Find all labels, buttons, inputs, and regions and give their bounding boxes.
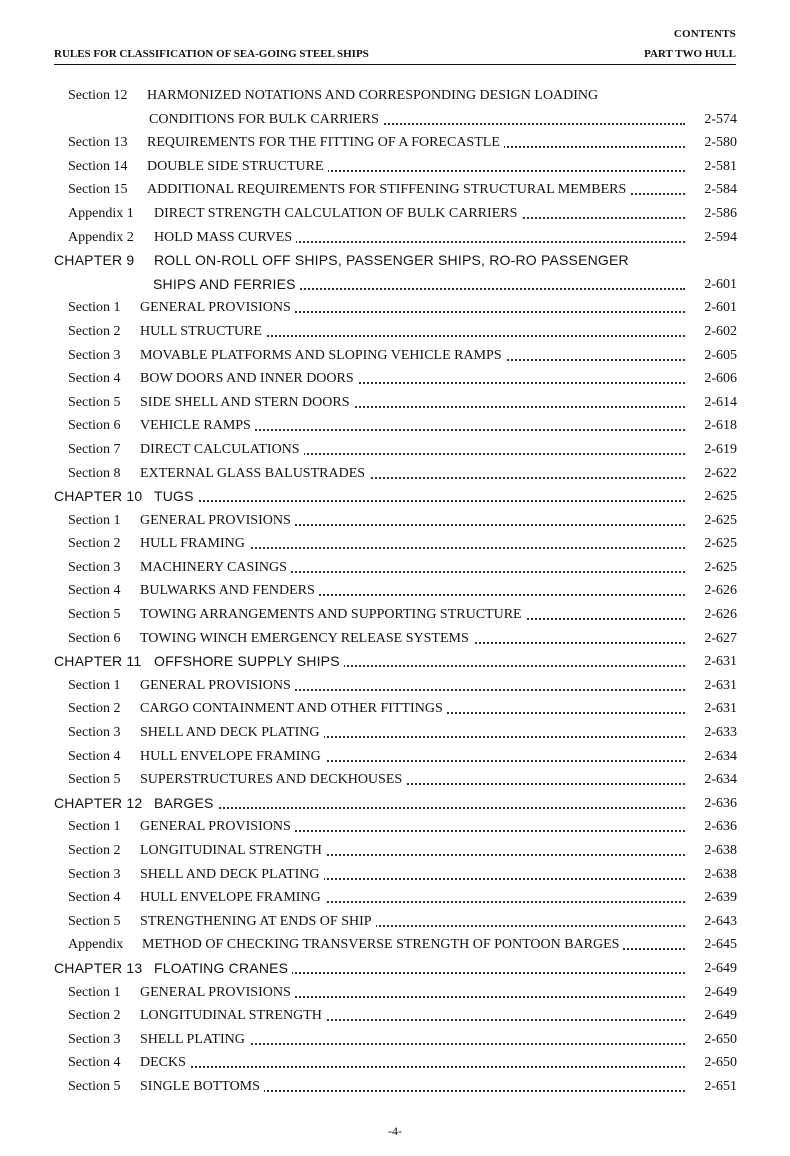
toc-chapter-row [54, 650, 737, 674]
section-label: Section 13 [68, 135, 128, 151]
section-title[interactable]: CARGO CONTAINMENT AND OTHER FITTINGS [140, 697, 447, 721]
page-reference: 2-625 [700, 485, 737, 509]
page-reference: 2-614 [700, 391, 737, 415]
section-title[interactable]: SHELL PLATING [140, 1028, 249, 1052]
page-reference: 2-650 [700, 1028, 737, 1052]
section-label: Appendix 2 [68, 229, 134, 245]
dot-leader [180, 1066, 685, 1068]
toc-chapter-row [54, 792, 737, 816]
dot-leader [194, 807, 685, 809]
header-rule [54, 64, 736, 65]
page-reference: 2-594 [700, 226, 737, 250]
section-title[interactable]: GENERAL PROVISIONS [140, 674, 295, 698]
page-reference: 2-634 [700, 768, 737, 792]
page-reference: 2-636 [700, 815, 737, 839]
page-reference: 2-651 [700, 1075, 737, 1099]
page-reference: 2-618 [700, 414, 737, 438]
toc-chapter-row [54, 249, 737, 273]
toc-entry-row [54, 768, 737, 792]
chapter-title[interactable]: TUGS [154, 485, 198, 509]
section-label: Section 14 [68, 158, 128, 174]
section-label: Section 1 [68, 300, 121, 316]
table-of-contents [54, 84, 737, 1099]
section-label: Section 6 [68, 630, 121, 646]
toc-entry-row [54, 178, 737, 202]
section-title[interactable]: VEHICLE RAMPS [140, 414, 255, 438]
page-reference: 2-619 [700, 438, 737, 462]
page-reference: 2-638 [700, 839, 737, 863]
chapter-label: CHAPTER 9 [54, 252, 135, 269]
toc-entry-row [54, 556, 737, 580]
page-reference: 2-580 [700, 131, 737, 155]
section-title[interactable]: GENERAL PROVISIONS [140, 296, 295, 320]
toc-entry-row [54, 1075, 737, 1099]
section-title[interactable]: TOWING ARRANGEMENTS AND SUPPORTING STRUCTURE [140, 603, 526, 627]
toc-entry-row [54, 108, 737, 132]
section-label: Section 3 [68, 725, 121, 741]
page-reference: 2-627 [700, 627, 737, 651]
toc-chapter-row [54, 957, 737, 981]
toc-entry-row [54, 462, 737, 486]
toc-entry-row [54, 1028, 737, 1052]
section-label: Section 1 [68, 819, 121, 835]
section-label: Section 12 [68, 88, 128, 103]
page-reference: 2-601 [700, 273, 737, 297]
section-label: Section 8 [68, 465, 121, 481]
page-reference: 2-625 [700, 556, 737, 580]
section-title[interactable]: SINGLE BOTTOMS [140, 1075, 264, 1099]
section-label: Section 3 [68, 347, 121, 363]
section-title[interactable]: SHELL AND DECK PLATING [140, 863, 324, 887]
page-reference: 2-574 [700, 108, 737, 132]
toc-entry-row [54, 131, 737, 155]
dot-leader [180, 1043, 685, 1045]
section-label: Section 4 [68, 1055, 121, 1071]
page-reference: 2-638 [700, 863, 737, 887]
page-reference: 2-605 [700, 344, 737, 368]
toc-entry-row [54, 273, 737, 297]
running-header-title: RULES FOR CLASSIFICATION OF SEA-GOING STEEL SHIPS [54, 48, 369, 60]
page-reference: 2-643 [700, 910, 737, 934]
page-reference: 2-584 [700, 178, 737, 202]
section-title[interactable]: SIDE SHELL AND STERN DOORS [140, 391, 354, 415]
chapter-title[interactable]: ROLL ON-ROLL OFF SHIPS, PASSENGER SHIPS, RO-RO PASSENGER [154, 249, 633, 273]
chapter-title[interactable]: OFFSHORE SUPPLY SHIPS [154, 650, 344, 674]
section-label: Appendix 1 [68, 205, 134, 221]
page-reference: 2-649 [700, 981, 737, 1005]
page-reference: 2-636 [700, 792, 737, 816]
toc-entry-row [54, 438, 737, 462]
section-title[interactable]: MACHINERY CASINGS [140, 556, 291, 580]
section-title[interactable]: HULL STRUCTURE [140, 320, 266, 344]
section-label: Section 6 [68, 418, 121, 434]
page-reference: 2-625 [700, 532, 737, 556]
page-reference: 2-626 [700, 603, 737, 627]
section-title[interactable]: HARMONIZED NOTATIONS AND CORRESPONDING DESIGN LOADING [147, 84, 602, 108]
page-reference: 2-606 [700, 367, 737, 391]
section-title[interactable]: HULL ENVELOPE FRAMING [140, 886, 325, 910]
page-reference: 2-649 [700, 1004, 737, 1028]
page-reference: 2-639 [700, 886, 737, 910]
page-reference: 2-626 [700, 579, 737, 603]
toc-entry-row [54, 815, 737, 839]
dot-leader [180, 429, 685, 431]
section-title[interactable]: BOW DOORS AND INNER DOORS [140, 367, 358, 391]
section-title[interactable]: HOLD MASS CURVES [154, 226, 296, 250]
page-reference: 2-645 [700, 933, 737, 957]
toc-entry-row [54, 532, 737, 556]
page-reference: 2-633 [700, 721, 737, 745]
section-label: Section 4 [68, 890, 121, 906]
toc-entry-row [54, 697, 737, 721]
section-title[interactable]: LONGITUDINAL STRENGTH [140, 839, 326, 863]
section-title[interactable]: DECKS [140, 1051, 190, 1075]
page-reference: 2-631 [700, 650, 737, 674]
toc-entry-row [54, 627, 737, 651]
page-reference: 2-625 [700, 509, 737, 533]
toc-chapter-row [54, 485, 737, 509]
chapter-label: CHAPTER 10 [54, 488, 143, 505]
section-label: Section 4 [68, 371, 121, 387]
section-title[interactable]: GENERAL PROVISIONS [140, 815, 295, 839]
section-title[interactable]: HULL ENVELOPE FRAMING [140, 745, 325, 769]
toc-entry-row [54, 910, 737, 934]
toc-entry-row [54, 839, 737, 863]
chapter-label: CHAPTER 13 [54, 959, 143, 976]
dot-leader [194, 500, 685, 502]
section-title[interactable]: DIRECT STRENGTH CALCULATION OF BULK CARRIERS [154, 202, 521, 226]
section-label: Section 4 [68, 583, 121, 599]
toc-entry-row [54, 155, 737, 179]
toc-entry-row [54, 745, 737, 769]
toc-entry-row [54, 674, 737, 698]
section-label: Section 2 [68, 536, 121, 552]
running-header-part: PART TWO HULL [644, 48, 736, 60]
section-label: Section 15 [68, 182, 128, 198]
toc-entry-row [54, 886, 737, 910]
section-label: Section 2 [68, 701, 121, 717]
toc-entry-row [54, 1051, 737, 1075]
section-label: Section 5 [68, 394, 121, 410]
toc-entry-row [54, 933, 737, 957]
section-label: Section 1 [68, 984, 121, 1000]
chapter-label: CHAPTER 12 [54, 794, 143, 811]
section-title[interactable]: GENERAL PROVISIONS [140, 509, 295, 533]
page-reference: 2-586 [700, 202, 737, 226]
page-reference: 2-650 [700, 1051, 737, 1075]
toc-entry-row [54, 414, 737, 438]
page-reference: 2-631 [700, 674, 737, 698]
section-label: Section 5 [68, 607, 121, 623]
section-label: Section 3 [68, 866, 121, 882]
section-label: Section 1 [68, 677, 121, 693]
chapter-title[interactable]: SHIPS AND FERRIES [153, 273, 300, 297]
chapter-label: CHAPTER 11 [54, 653, 142, 670]
toc-entry-row [54, 863, 737, 887]
toc-entry-row [54, 296, 737, 320]
chapter-title[interactable]: FLOATING CRANES [154, 957, 292, 981]
section-title[interactable]: REQUIREMENTS FOR THE FITTING OF A FORECASTLE [147, 131, 504, 155]
toc-entry-row [54, 226, 737, 250]
toc-entry-row [54, 344, 737, 368]
section-title[interactable]: MOVABLE PLATFORMS AND SLOPING VEHICLE RAMPS [140, 344, 506, 368]
toc-entry-row [54, 603, 737, 627]
toc-entry-row [54, 202, 737, 226]
toc-entry-row [54, 509, 737, 533]
section-title[interactable]: SHELL AND DECK PLATING [140, 721, 324, 745]
section-title[interactable]: LONGITUDINAL STRENGTH [140, 1004, 326, 1028]
section-title[interactable]: METHOD OF CHECKING TRANSVERSE STRENGTH OF PONTOON BARGES [142, 933, 623, 957]
section-title[interactable]: CONDITIONS FOR BULK CARRIERS [149, 108, 383, 132]
section-label: Section 2 [68, 323, 121, 339]
dot-leader [180, 547, 685, 549]
section-label: Section 5 [68, 1078, 121, 1094]
toc-entry-row [54, 84, 737, 108]
section-label: Section 5 [68, 772, 121, 788]
page-reference: 2-634 [700, 745, 737, 769]
section-title[interactable]: STRENGTHENING AT ENDS OF SHIP [140, 910, 376, 934]
page-reference: 2-581 [700, 155, 737, 179]
running-header-section: CONTENTS [673, 28, 736, 40]
page-reference: 2-622 [700, 462, 737, 486]
toc-entry-row [54, 579, 737, 603]
section-label: Section 3 [68, 1031, 121, 1047]
section-title[interactable]: EXTERNAL GLASS BALUSTRADES [140, 462, 369, 486]
section-title[interactable]: HULL FRAMING [140, 532, 249, 556]
toc-entry-row [54, 981, 737, 1005]
section-label: Section 2 [68, 843, 121, 858]
page-number: -4- [388, 1124, 402, 1138]
section-label: Section 3 [68, 559, 121, 575]
toc-entry-row [54, 721, 737, 745]
section-title[interactable]: DIRECT CALCULATIONS [140, 438, 304, 462]
section-label: Section 2 [68, 1008, 121, 1024]
section-title[interactable]: BULWARKS AND FENDERS [140, 579, 319, 603]
section-label: Section 4 [68, 748, 121, 764]
toc-entry-row [54, 391, 737, 415]
page-reference: 2-602 [700, 320, 737, 344]
section-label: Section 7 [68, 441, 121, 457]
toc-entry-row [54, 1004, 737, 1028]
section-label: Appendix [68, 937, 124, 953]
section-label: Section 1 [68, 512, 121, 528]
section-title[interactable]: GENERAL PROVISIONS [140, 981, 295, 1005]
chapter-title[interactable]: BARGES [154, 792, 218, 816]
section-title[interactable]: SUPERSTRUCTURES AND DECKHOUSES [140, 768, 406, 792]
section-title[interactable]: TOWING WINCH EMERGENCY RELEASE SYSTEMS [140, 627, 473, 651]
section-title[interactable]: DOUBLE SIDE STRUCTURE [147, 155, 328, 179]
section-title[interactable]: ADDITIONAL REQUIREMENTS FOR STIFFENING STRUCTURAL MEMBERS [147, 178, 630, 202]
page-reference: 2-601 [700, 296, 737, 320]
toc-entry-row [54, 320, 737, 344]
section-label: Section 5 [68, 913, 121, 929]
page-reference: 2-631 [700, 697, 737, 721]
page-reference: 2-649 [700, 957, 737, 981]
toc-entry-row [54, 367, 737, 391]
